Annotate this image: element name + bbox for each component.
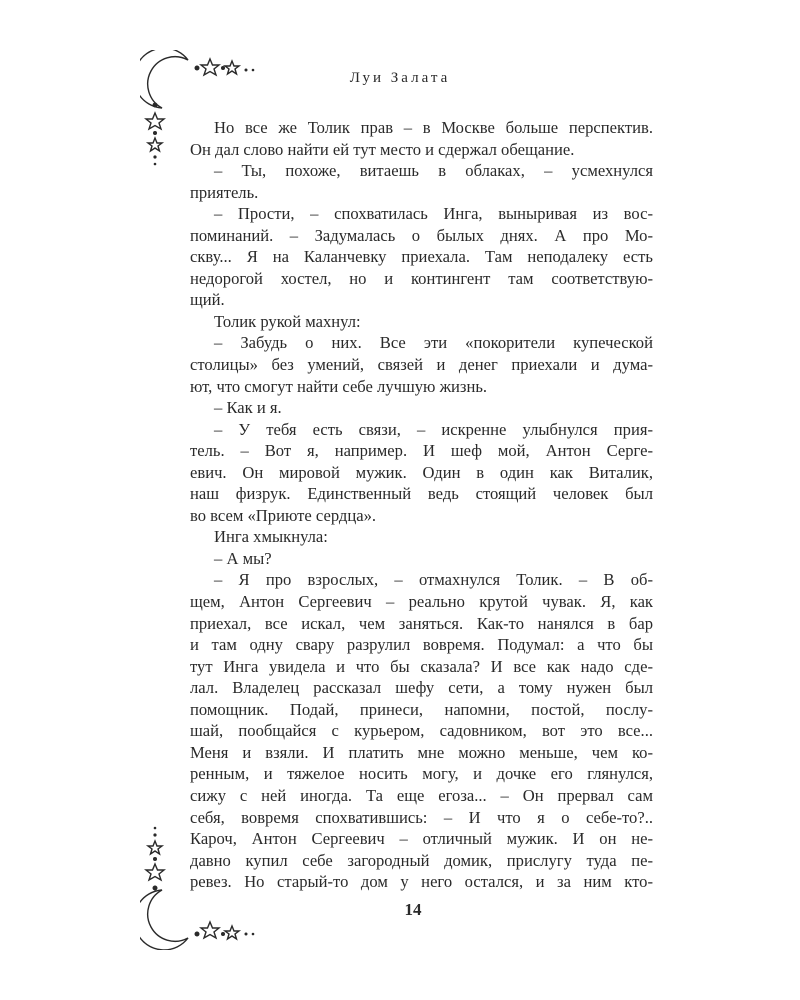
text-line: Инга хмыкнула:: [214, 527, 328, 547]
text-line: сижу с ней иногда. Та еще егоза... – Он прервал сам: [190, 785, 653, 805]
text-line: помощник. Подай, принеси, напомни, постой, послу-: [190, 699, 653, 719]
text-line: давно купил себе загородный домик, прислугу туда пе-: [190, 850, 653, 870]
text-line: – Я про взрослых, – отмахнулся Толик. – В об-: [214, 570, 653, 590]
text-line: поминаний. – Задумалась о былых днях. А про Мо-: [190, 225, 653, 245]
text-line: тель. – Вот я, например. И шеф мой, Антон Серге-: [190, 441, 653, 461]
text-line: столицы» без умений, связей и денег приехали и дума-: [190, 355, 653, 375]
page-body-text: [190, 117, 653, 893]
text-line: ют, что смогут найти себе лучшую жизнь.: [190, 376, 488, 396]
text-line: лал. Владелец рассказал шефу сети, а тому нужен был: [190, 678, 653, 698]
text-line: Кароч, Антон Сергеевич – отличный мужик. И он не-: [190, 829, 653, 849]
text-line: скву... Я на Каланчевку приехала. Там неподалеку есть: [190, 247, 653, 267]
text-line: во всем «Приюте сердца».: [190, 505, 377, 525]
text-line: – Ты, похоже, витаешь в облаках, – усмехнулся: [214, 161, 653, 181]
text-line: недорогой хостел, но и контингент там соответствую-: [190, 268, 653, 288]
text-line: – Забудь о них. Все эти «покорители купеческой: [214, 333, 653, 353]
text-line: Он дал слово найти ей тут место и сдержал обещание.: [190, 139, 575, 159]
text-line: ренным, и тяжелое носить могу, и дочке его глянулся,: [190, 764, 653, 784]
text-line: Но все же Толик прав – в Москве больше перспектив.: [214, 118, 653, 137]
text-line: и там одну свару разрулил вовремя. Подумал: а что бы: [190, 635, 653, 655]
text-line: наш физрук. Единственный ведь стоящий человек был: [190, 484, 653, 504]
text-line: щий.: [190, 290, 225, 310]
page-number: 14: [404, 900, 422, 919]
running-title: Луи Залата: [349, 70, 451, 86]
text-line: приятель.: [190, 182, 259, 202]
text-line: евич. Он мировой мужик. Один в один как Виталик,: [190, 462, 653, 482]
text-line: ревез. Но старый-то дом у него остался, и за ним кто-: [190, 872, 653, 892]
moon-stars-ornament-bottom-icon: [140, 820, 280, 950]
text-line: приехал, все искал, чем заняться. Как-то нанялся в бар: [190, 613, 653, 633]
text-line: себя, вовремя спохватившись: – И что я о себе-то?..: [190, 807, 653, 827]
text-line: – А мы?: [214, 548, 272, 568]
text-line: щем, Антон Сергеевич – реально крутой чувак. Я, как: [190, 592, 653, 612]
text-line: – Прости, – спохватилась Инга, выныривая из вос-: [214, 204, 653, 224]
text-line: – Как и я.: [214, 398, 282, 418]
text-line: тут Инга увидела и что бы сказала? И все как надо сде-: [190, 656, 653, 676]
text-line: шай, пообщайся с курьером, садовником, вот это все...: [190, 721, 653, 741]
text-line: – У тебя есть связи, – искренне улыбнулся прия-: [214, 419, 653, 439]
text-line: Меня и взяли. И платить мне можно меньше, чем ко-: [190, 742, 653, 762]
text-line: Толик рукой махнул:: [214, 311, 361, 331]
